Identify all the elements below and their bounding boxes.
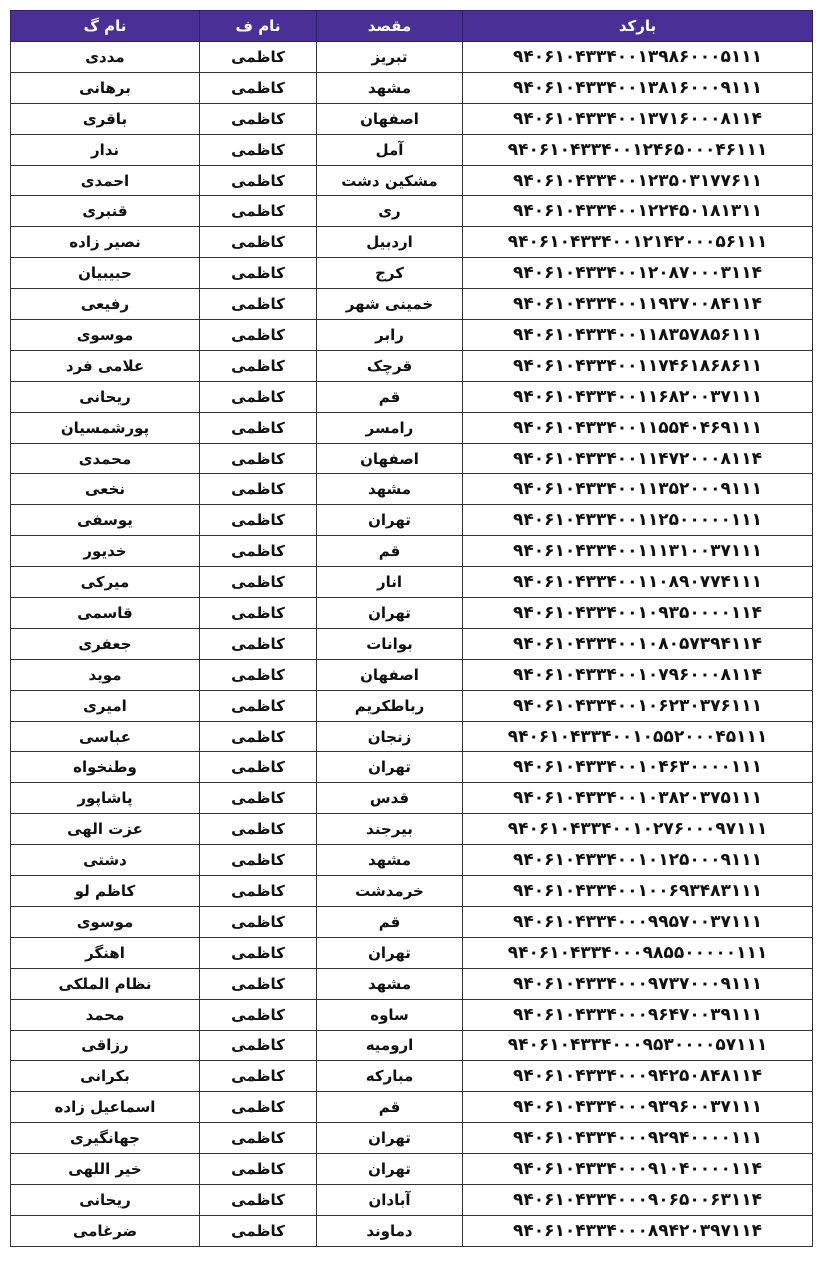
first-name-cell: کاظمی: [200, 536, 317, 567]
table-header: [11, 11, 813, 42]
destination-cell: تهران: [317, 752, 463, 783]
barcode-cell: ۹۴۰۶۱۰۴۳۳۴۰۰۱۳۹۸۶۰۰۰۵۱۱۱: [463, 42, 813, 73]
header-last-name: نام گ: [11, 11, 200, 42]
table-row: [11, 381, 813, 412]
table-row: [11, 474, 813, 505]
table-row: [11, 721, 813, 752]
destination-cell: اصفهان: [317, 659, 463, 690]
barcode-cell: ۹۴۰۶۱۰۴۳۳۴۰۰۱۲۳۵۰۳۱۷۷۶۱۱: [463, 165, 813, 196]
last-name-cell: بکرانی: [11, 1061, 200, 1092]
last-name-cell: رزاقی: [11, 1030, 200, 1061]
table-row: [11, 350, 813, 381]
destination-cell: دماوند: [317, 1215, 463, 1246]
last-name-cell: ندار: [11, 134, 200, 165]
last-name-cell: قاسمی: [11, 598, 200, 629]
shipment-table-container: [10, 10, 812, 1247]
barcode-cell: ۹۴۰۶۱۰۴۳۳۴۰۰۱۱۰۸۹۰۷۷۴۱۱۱: [463, 567, 813, 598]
table-row: [11, 999, 813, 1030]
table-row: [11, 876, 813, 907]
last-name-cell: محمد: [11, 999, 200, 1030]
destination-cell: اصفهان: [317, 443, 463, 474]
destination-cell: قم: [317, 906, 463, 937]
barcode-cell: ۹۴۰۶۱۰۴۳۳۴۰۰۰۹۸۵۵۰۰۰۰۰۱۱۱: [463, 937, 813, 968]
last-name-cell: عزت الهی: [11, 814, 200, 845]
destination-cell: تهران: [317, 598, 463, 629]
barcode-cell: ۹۴۰۶۱۰۴۳۳۴۰۰۱۲۲۴۵۰۱۸۱۳۱۱: [463, 196, 813, 227]
barcode-cell: ۹۴۰۶۱۰۴۳۳۴۰۰۱۱۱۳۱۰۰۳۷۱۱۱: [463, 536, 813, 567]
table-row: [11, 814, 813, 845]
first-name-cell: کاظمی: [200, 227, 317, 258]
first-name-cell: کاظمی: [200, 103, 317, 134]
first-name-cell: کاظمی: [200, 72, 317, 103]
last-name-cell: اسماعیل زاده: [11, 1092, 200, 1123]
last-name-cell: دشتی: [11, 845, 200, 876]
table-row: [11, 628, 813, 659]
last-name-cell: ریحانی: [11, 381, 200, 412]
first-name-cell: کاظمی: [200, 1215, 317, 1246]
first-name-cell: کاظمی: [200, 845, 317, 876]
destination-cell: تهران: [317, 1154, 463, 1185]
header-row: [11, 11, 813, 42]
destination-cell: مشهد: [317, 845, 463, 876]
last-name-cell: عباسی: [11, 721, 200, 752]
first-name-cell: کاظمی: [200, 474, 317, 505]
table-row: [11, 289, 813, 320]
barcode-cell: ۹۴۰۶۱۰۴۳۳۴۰۰۱۱۵۵۴۰۴۶۹۱۱۱: [463, 412, 813, 443]
first-name-cell: کاظمی: [200, 690, 317, 721]
table-row: [11, 1154, 813, 1185]
destination-cell: خرمدشت: [317, 876, 463, 907]
barcode-cell: ۹۴۰۶۱۰۴۳۳۴۰۰۱۱۴۷۲۰۰۰۸۱۱۴: [463, 443, 813, 474]
table-row: [11, 906, 813, 937]
destination-cell: زنجان: [317, 721, 463, 752]
barcode-cell: ۹۴۰۶۱۰۴۳۳۴۰۰۱۰۵۵۲۰۰۰۴۵۱۱۱: [463, 721, 813, 752]
last-name-cell: ریحانی: [11, 1184, 200, 1215]
table-row: [11, 72, 813, 103]
destination-cell: تبریز: [317, 42, 463, 73]
header-destination: مقصد: [317, 11, 463, 42]
first-name-cell: کاظمی: [200, 814, 317, 845]
barcode-cell: ۹۴۰۶۱۰۴۳۳۴۰۰۱۰۲۷۶۰۰۰۹۷۱۱۱: [463, 814, 813, 845]
last-name-cell: موسوی: [11, 906, 200, 937]
table-row: [11, 320, 813, 351]
destination-cell: کرج: [317, 258, 463, 289]
barcode-cell: ۹۴۰۶۱۰۴۳۳۴۰۰۰۹۹۵۷۰۰۳۷۱۱۱: [463, 906, 813, 937]
barcode-cell: ۹۴۰۶۱۰۴۳۳۴۰۰۱۳۷۱۶۰۰۰۸۱۱۴: [463, 103, 813, 134]
last-name-cell: نخعی: [11, 474, 200, 505]
first-name-cell: کاظمی: [200, 906, 317, 937]
first-name-cell: کاظمی: [200, 42, 317, 73]
destination-cell: تهران: [317, 1123, 463, 1154]
barcode-cell: ۹۴۰۶۱۰۴۳۳۴۰۰۱۰۹۳۵۰۰۰۰۱۱۴: [463, 598, 813, 629]
first-name-cell: کاظمی: [200, 412, 317, 443]
destination-cell: آبادان: [317, 1184, 463, 1215]
last-name-cell: وطنخواه: [11, 752, 200, 783]
table-row: [11, 134, 813, 165]
table-row: [11, 103, 813, 134]
barcode-cell: ۹۴۰۶۱۰۴۳۳۴۰۰۱۲۱۴۲۰۰۰۵۶۱۱۱: [463, 227, 813, 258]
barcode-cell: ۹۴۰۶۱۰۴۳۳۴۰۰۱۰۳۸۲۰۳۷۵۱۱۱: [463, 783, 813, 814]
table-row: [11, 968, 813, 999]
table-row: [11, 227, 813, 258]
first-name-cell: کاظمی: [200, 721, 317, 752]
barcode-cell: ۹۴۰۶۱۰۴۳۳۴۰۰۰۹۳۹۶۰۰۳۷۱۱۱: [463, 1092, 813, 1123]
destination-cell: مشهد: [317, 474, 463, 505]
table-row: [11, 752, 813, 783]
table-row: [11, 42, 813, 73]
first-name-cell: کاظمی: [200, 1123, 317, 1154]
first-name-cell: کاظمی: [200, 258, 317, 289]
destination-cell: ساوه: [317, 999, 463, 1030]
first-name-cell: کاظمی: [200, 165, 317, 196]
barcode-cell: ۹۴۰۶۱۰۴۳۳۴۰۰۱۱۷۴۶۱۸۶۸۶۱۱: [463, 350, 813, 381]
table-row: [11, 1123, 813, 1154]
destination-cell: مشکین دشت: [317, 165, 463, 196]
barcode-cell: ۹۴۰۶۱۰۴۳۳۴۰۰۱۳۸۱۶۰۰۰۹۱۱۱: [463, 72, 813, 103]
destination-cell: بیرجند: [317, 814, 463, 845]
barcode-cell: ۹۴۰۶۱۰۴۳۳۴۰۰۱۰۸۰۵۷۳۹۴۱۱۴: [463, 628, 813, 659]
last-name-cell: باقری: [11, 103, 200, 134]
header-first-name: نام ف: [200, 11, 317, 42]
last-name-cell: رفیعی: [11, 289, 200, 320]
last-name-cell: محمدی: [11, 443, 200, 474]
destination-cell: مشهد: [317, 72, 463, 103]
destination-cell: قم: [317, 381, 463, 412]
barcode-cell: ۹۴۰۶۱۰۴۳۳۴۰۰۰۹۶۴۷۰۰۳۹۱۱۱: [463, 999, 813, 1030]
first-name-cell: کاظمی: [200, 1184, 317, 1215]
last-name-cell: نصیر زاده: [11, 227, 200, 258]
table-row: [11, 598, 813, 629]
barcode-cell: ۹۴۰۶۱۰۴۳۳۴۰۰۱۰۰۶۹۳۴۸۳۱۱۱: [463, 876, 813, 907]
first-name-cell: کاظمی: [200, 381, 317, 412]
barcode-cell: ۹۴۰۶۱۰۴۳۳۴۰۰۱۱۲۵۰۰۰۰۰۱۱۱: [463, 505, 813, 536]
destination-cell: مشهد: [317, 968, 463, 999]
barcode-cell: ۹۴۰۶۱۰۴۳۳۴۰۰۱۱۹۳۷۰۰۸۴۱۱۴: [463, 289, 813, 320]
barcode-cell: ۹۴۰۶۱۰۴۳۳۴۰۰۱۲۰۸۷۰۰۰۳۱۱۴: [463, 258, 813, 289]
last-name-cell: خیر اللهی: [11, 1154, 200, 1185]
table-row: [11, 783, 813, 814]
last-name-cell: یوسفی: [11, 505, 200, 536]
table-row: [11, 567, 813, 598]
destination-cell: ارومیه: [317, 1030, 463, 1061]
last-name-cell: کاظم لو: [11, 876, 200, 907]
last-name-cell: اهنگر: [11, 937, 200, 968]
first-name-cell: کاظمی: [200, 968, 317, 999]
table-row: [11, 196, 813, 227]
destination-cell: قم: [317, 536, 463, 567]
destination-cell: اردبیل: [317, 227, 463, 258]
destination-cell: رامسر: [317, 412, 463, 443]
first-name-cell: کاظمی: [200, 350, 317, 381]
destination-cell: تهران: [317, 937, 463, 968]
last-name-cell: امیری: [11, 690, 200, 721]
destination-cell: قرچک: [317, 350, 463, 381]
destination-cell: تهران: [317, 505, 463, 536]
first-name-cell: کاظمی: [200, 196, 317, 227]
barcode-cell: ۹۴۰۶۱۰۴۳۳۴۰۰۰۹۱۰۴۰۰۰۰۱۱۴: [463, 1154, 813, 1185]
last-name-cell: علامی فرد: [11, 350, 200, 381]
first-name-cell: کاظمی: [200, 505, 317, 536]
destination-cell: قدس: [317, 783, 463, 814]
barcode-cell: ۹۴۰۶۱۰۴۳۳۴۰۰۰۹۲۹۴۰۰۰۰۱۱۱: [463, 1123, 813, 1154]
table-row: [11, 258, 813, 289]
destination-cell: ری: [317, 196, 463, 227]
table-row: [11, 443, 813, 474]
barcode-cell: ۹۴۰۶۱۰۴۳۳۴۰۰۱۱۳۵۲۰۰۰۹۱۱۱: [463, 474, 813, 505]
first-name-cell: کاظمی: [200, 937, 317, 968]
last-name-cell: احمدی: [11, 165, 200, 196]
barcode-cell: ۹۴۰۶۱۰۴۳۳۴۰۰۱۲۴۶۵۰۰۰۴۶۱۱۱: [463, 134, 813, 165]
last-name-cell: پاشاپور: [11, 783, 200, 814]
table-row: [11, 412, 813, 443]
first-name-cell: کاظمی: [200, 628, 317, 659]
first-name-cell: کاظمی: [200, 783, 317, 814]
last-name-cell: ضرغامی: [11, 1215, 200, 1246]
table-row: [11, 845, 813, 876]
table-row: [11, 1092, 813, 1123]
destination-cell: انار: [317, 567, 463, 598]
destination-cell: آمل: [317, 134, 463, 165]
first-name-cell: کاظمی: [200, 999, 317, 1030]
first-name-cell: کاظمی: [200, 752, 317, 783]
destination-cell: رباطکریم: [317, 690, 463, 721]
destination-cell: قم: [317, 1092, 463, 1123]
destination-cell: مبارکه: [317, 1061, 463, 1092]
last-name-cell: جعفری: [11, 628, 200, 659]
destination-cell: خمینی شهر: [317, 289, 463, 320]
table-row: [11, 1061, 813, 1092]
last-name-cell: مددی: [11, 42, 200, 73]
table-body: [11, 42, 813, 1247]
last-name-cell: موسوی: [11, 320, 200, 351]
barcode-cell: ۹۴۰۶۱۰۴۳۳۴۰۰۱۰۴۶۳۰۰۰۰۱۱۱: [463, 752, 813, 783]
table-row: [11, 937, 813, 968]
first-name-cell: کاظمی: [200, 598, 317, 629]
barcode-cell: ۹۴۰۶۱۰۴۳۳۴۰۰۰۹۴۲۵۰۸۴۸۱۱۴: [463, 1061, 813, 1092]
table-row: [11, 1215, 813, 1246]
barcode-cell: ۹۴۰۶۱۰۴۳۳۴۰۰۰۹۷۳۷۰۰۰۹۱۱۱: [463, 968, 813, 999]
destination-cell: رابر: [317, 320, 463, 351]
first-name-cell: کاظمی: [200, 876, 317, 907]
barcode-cell: ۹۴۰۶۱۰۴۳۳۴۰۰۰۸۹۴۲۰۳۹۷۱۱۴: [463, 1215, 813, 1246]
last-name-cell: قنبری: [11, 196, 200, 227]
last-name-cell: پورشمسیان: [11, 412, 200, 443]
first-name-cell: کاظمی: [200, 1092, 317, 1123]
barcode-cell: ۹۴۰۶۱۰۴۳۳۴۰۰۰۹۵۳۰۰۰۰۵۷۱۱۱: [463, 1030, 813, 1061]
barcode-cell: ۹۴۰۶۱۰۴۳۳۴۰۰۰۹۰۶۵۰۰۶۳۱۱۴: [463, 1184, 813, 1215]
first-name-cell: کاظمی: [200, 1154, 317, 1185]
barcode-cell: ۹۴۰۶۱۰۴۳۳۴۰۰۱۰۱۲۵۰۰۰۹۱۱۱: [463, 845, 813, 876]
first-name-cell: کاظمی: [200, 567, 317, 598]
barcode-cell: ۹۴۰۶۱۰۴۳۳۴۰۰۱۰۷۹۶۰۰۰۸۱۱۴: [463, 659, 813, 690]
last-name-cell: نظام الملکی: [11, 968, 200, 999]
last-name-cell: موید: [11, 659, 200, 690]
first-name-cell: کاظمی: [200, 134, 317, 165]
table-row: [11, 1184, 813, 1215]
barcode-cell: ۹۴۰۶۱۰۴۳۳۴۰۰۱۱۶۸۲۰۰۳۷۱۱۱: [463, 381, 813, 412]
barcode-cell: ۹۴۰۶۱۰۴۳۳۴۰۰۱۰۶۲۳۰۳۷۶۱۱۱: [463, 690, 813, 721]
last-name-cell: حبیبیان: [11, 258, 200, 289]
barcode-cell: ۹۴۰۶۱۰۴۳۳۴۰۰۱۱۸۳۵۷۸۵۶۱۱۱: [463, 320, 813, 351]
shipment-table: [10, 10, 813, 1247]
last-name-cell: خدیور: [11, 536, 200, 567]
last-name-cell: برهانی: [11, 72, 200, 103]
last-name-cell: میرکی: [11, 567, 200, 598]
first-name-cell: کاظمی: [200, 659, 317, 690]
table-row: [11, 1030, 813, 1061]
first-name-cell: کاظمی: [200, 1061, 317, 1092]
table-row: [11, 659, 813, 690]
first-name-cell: کاظمی: [200, 1030, 317, 1061]
table-row: [11, 690, 813, 721]
first-name-cell: کاظمی: [200, 289, 317, 320]
destination-cell: اصفهان: [317, 103, 463, 134]
destination-cell: بوانات: [317, 628, 463, 659]
last-name-cell: جهانگیری: [11, 1123, 200, 1154]
table-row: [11, 536, 813, 567]
first-name-cell: کاظمی: [200, 443, 317, 474]
first-name-cell: کاظمی: [200, 320, 317, 351]
table-row: [11, 505, 813, 536]
table-row: [11, 165, 813, 196]
header-barcode: بارکد: [463, 11, 813, 42]
